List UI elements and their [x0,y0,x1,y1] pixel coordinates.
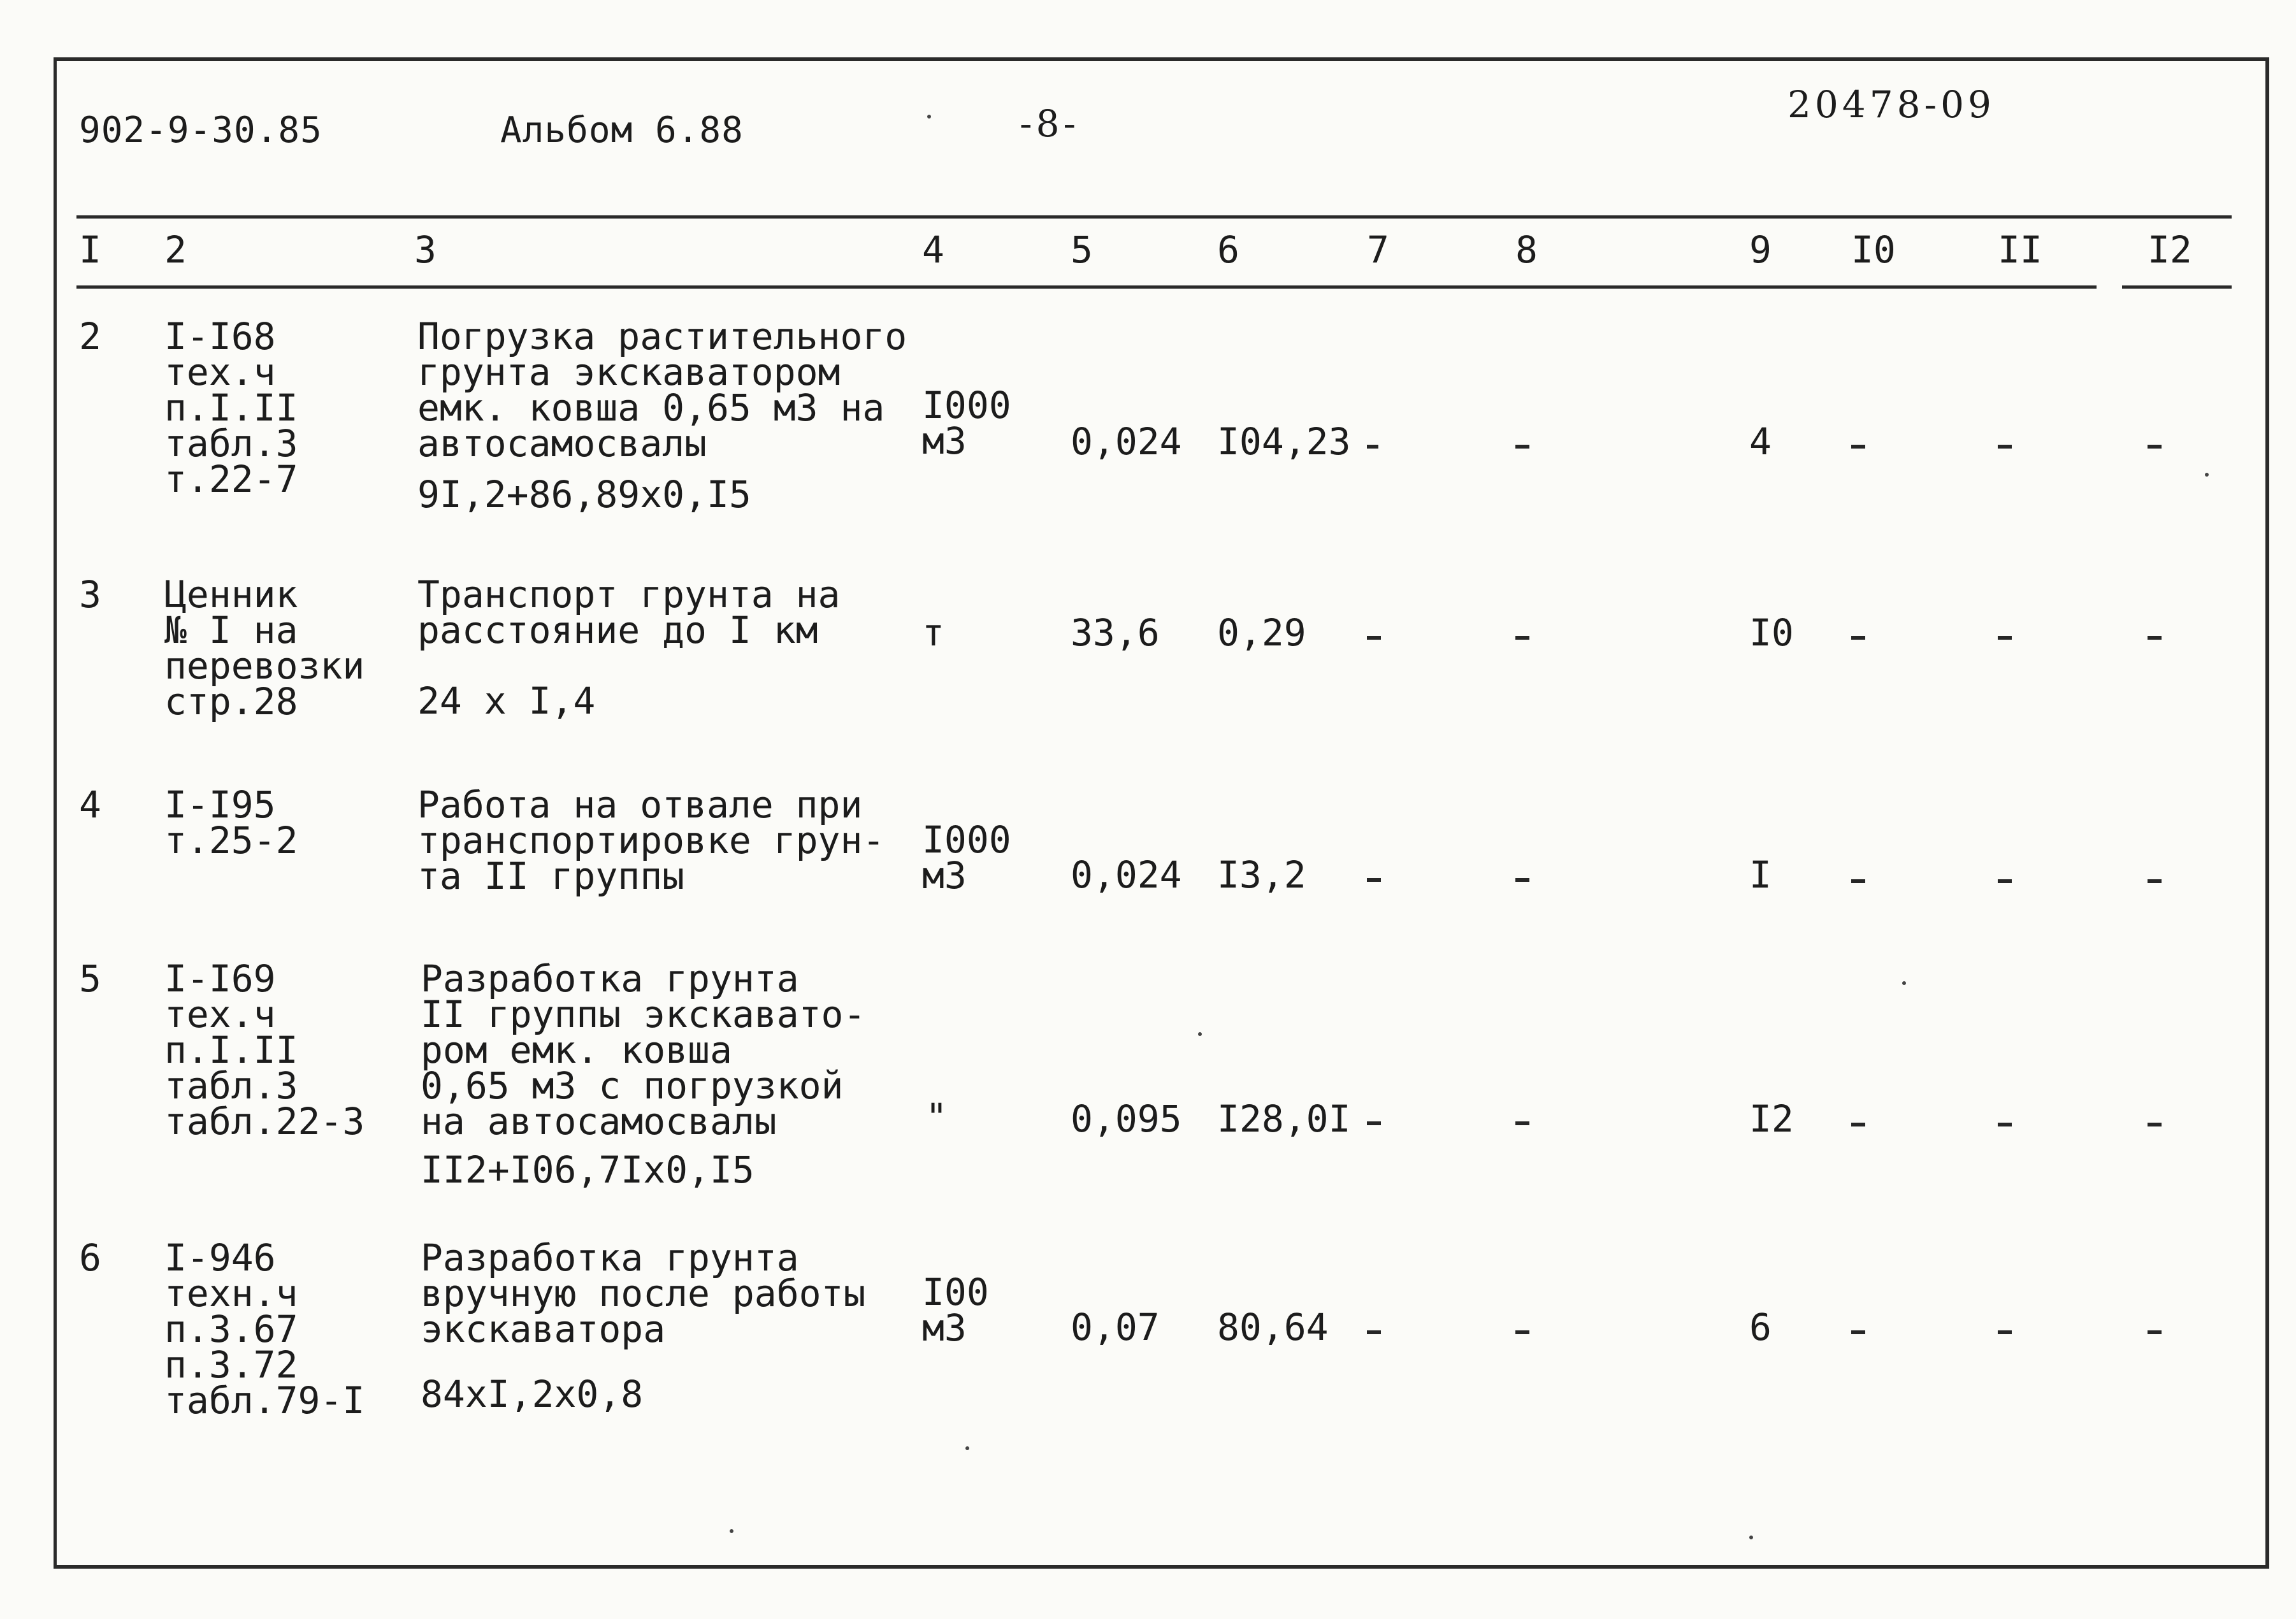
unit: т [922,611,944,654]
dash-col7 [1367,445,1378,449]
col-header-9: 9 [1749,228,1772,271]
norm-reference: Ценник № I на перевозки стр.28 [164,573,365,723]
total: 4 [1749,420,1772,463]
row-number: 2 [79,315,101,358]
scan-speck [965,1446,969,1450]
dash-col8 [1515,636,1529,640]
price: I3,2 [1217,853,1306,896]
unit: I00 м3 [922,1270,989,1349]
scan-speck [1902,981,1906,985]
col-header-12: I2 [2148,228,2192,271]
col-header-10: I0 [1851,228,1896,271]
quantity: 0,095 [1071,1097,1182,1140]
formula: 84xI,2x0,8 [421,1372,644,1416]
work-description: Транспорт грунта на расстояние до I км [417,573,841,652]
formula: 24 x I,4 [417,679,596,723]
dash-col12 [2148,636,2162,640]
work-description: Погрузка растительного грунта экскаватором емк. ковша 0,65 м3 на автосамосвалы [417,315,907,465]
scan-speck [927,115,931,119]
page-mark: -8- [1020,102,1080,145]
document-code: 902-9-30.85 [79,110,322,151]
total: I [1749,853,1772,896]
dash-col7 [1367,636,1381,640]
formula: 9I,2+86,89x0,I5 [417,473,751,516]
dash-col8 [1515,1330,1529,1334]
price: 0,29 [1217,611,1306,654]
work-description: Разработка грунта вручную после работы экскаватора [421,1236,866,1351]
col-header-11: II [1998,228,2042,271]
col-header-3: 3 [414,228,437,271]
header-bottom-rule [76,285,2097,289]
col-header-7: 7 [1367,228,1389,271]
scan-speck [1749,1536,1753,1539]
dash-col12 [2148,445,2162,449]
row-number: 5 [79,957,101,1000]
price: I04,23 [1217,420,1351,463]
dash-col10 [1851,636,1865,640]
row-number: 6 [79,1236,101,1279]
norm-reference: I-946 техн.ч п.3.67 п.3.72 табл.79-I [164,1236,365,1422]
scan-speck [730,1529,733,1533]
page-frame [54,57,2269,1569]
dash-col10 [1851,1330,1865,1334]
dash-col7 [1367,1330,1381,1334]
norm-reference: I-I68 тех.ч п.I.II табл.3 т.22-7 [164,315,298,501]
document-number: 20478-09 [1787,83,1995,126]
col-header-2: 2 [164,228,187,271]
quantity: 0,024 [1071,853,1182,896]
dash-col7 [1367,878,1381,882]
col-header-4: 4 [922,228,944,271]
total: 6 [1749,1306,1772,1349]
norm-reference: I-I95 т.25-2 [164,783,298,862]
header-top-rule [76,215,2232,219]
dash-col7 [1367,1121,1381,1125]
dash-col10 [1851,879,1865,883]
dash-col8 [1515,445,1529,449]
work-description: Разработка грунта II группы экскавато- ром емк. ковша 0,65 м3 с погрузкой на автосамосвалы [421,957,866,1143]
dash-col11 [1998,445,2012,449]
quantity: 0,024 [1071,420,1182,463]
scan-speck [2205,473,2209,477]
price: 80,64 [1217,1306,1329,1349]
row-number: 3 [79,573,101,616]
col-header-1: I [79,228,101,271]
row-number: 4 [79,783,101,826]
unit: I000 м3 [922,818,1011,897]
total: I0 [1749,611,1794,654]
album-label: Альбом 6.88 [500,110,744,151]
dash-col11 [1998,1330,2012,1334]
dash-col12 [2148,879,2162,883]
col-header-5: 5 [1071,228,1093,271]
unit: " [925,1095,948,1139]
dash-col10 [1851,1123,1865,1126]
col-header-8: 8 [1515,228,1538,271]
price: I28,0I [1217,1097,1351,1140]
dash-col12 [2148,1123,2162,1126]
dash-col11 [1998,636,2012,640]
total: I2 [1749,1097,1794,1140]
dash-col8 [1515,1121,1529,1125]
dash-col8 [1515,878,1529,882]
dash-col11 [1998,879,2012,883]
header-bottom-rule-right [2122,285,2232,289]
dash-col12 [2148,1330,2162,1334]
quantity: 33,6 [1071,611,1160,654]
col-header-6: 6 [1217,228,1239,271]
dash-col11 [1998,1123,2012,1126]
quantity: 0,07 [1071,1306,1160,1349]
norm-reference: I-I69 тех.ч п.I.II табл.3 табл.22-3 [164,957,365,1143]
work-description: Работа на отвале при транспортировке грун- та II группы [417,783,885,898]
dash-col10 [1851,445,1865,449]
formula: II2+I06,7Ix0,I5 [421,1148,755,1191]
scan-speck [1198,1032,1202,1036]
unit: I000 м3 [922,384,1011,463]
